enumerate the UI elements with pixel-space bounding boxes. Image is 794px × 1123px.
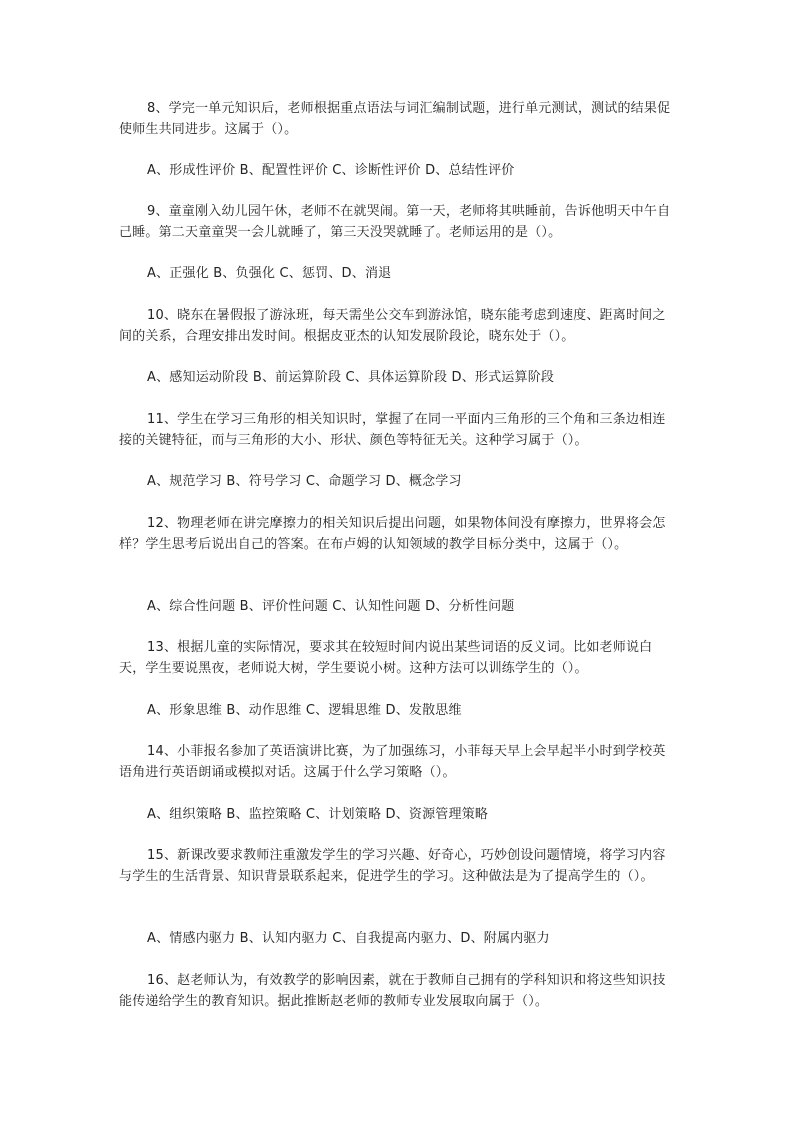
question-9-options: A、正强化 B、负强化 C、惩罚、D、消退 [147, 266, 392, 281]
question-8-stem: 8、学完一单元知识后，老师根据重点语法与词汇编制试题，进行单元测试，测试的结果促使师生共同进步。这属于（）。 [119, 101, 671, 137]
question-14-options: A、组织策略 B、监控策略 C、计划策略 D、资源管理策略 [147, 807, 489, 822]
question-12-stem: 12、物理老师在讲完摩擦力的相关知识后提出问题，如果物体间没有摩擦力，世界将会怎样？学生思考后说出自己的答案。在布卢姆的认知领域的教学目标分类中，这属于（）。 [119, 516, 666, 552]
question-12-options: A、综合性问题 B、评价性问题 C、认知性问题 D、分析性问题 [147, 599, 515, 614]
question-9-stem: 9、童童刚入幼儿园午休，老师不在就哭闹。第一天，老师将其哄睡前，告诉他明天中午自己睡。第二天童童哭一会儿就睡了，第三天没哭就睡了。老师运用的是（）。 [119, 204, 671, 240]
question-15-stem: 15、新课改要求教师注重激发学生的学习兴趣、好奇心，巧妙创设问题情境，将学习内容与学生的生活背景、知识背景联系起来，促进学生的学习。这种做法是为了提高学生的（）。 [119, 848, 666, 884]
question-13-options: A、形象思维 B、动作思维 C、逻辑思维 D、发散思维 [147, 703, 462, 718]
question-13-stem: 13、根据儿童的实际情况，要求其在较短时间内说出某些词语的反义词。比如老师说白天，学生要说黑夜，老师说大树，学生要说小树。这种方法可以训练学生的（）。 [119, 640, 653, 676]
question-14-stem: 14、小菲报名参加了英语演讲比赛，为了加强练习，小菲每天早上会早起半小时到学校英语角进行英语朗诵或模拟对话。这属于什么学习策略（）。 [119, 744, 666, 780]
question-8-options: A、形成性评价 B、配置性评价 C、诊断性评价 D、总结性评价 [147, 163, 515, 178]
question-10-stem: 10、晓东在暑假报了游泳班，每天需坐公交车到游泳馆，晓东能考虑到速度、距离时间之间的关系，合理安排出发时间。根据皮亚杰的认知发展阶段论，晓东处于（）。 [119, 308, 666, 344]
question-10-options: A、感知运动阶段 B、前运算阶段 C、具体运算阶段 D、形式运算阶段 [147, 370, 555, 385]
question-11-stem: 11、学生在学习三角形的相关知识时，掌握了在同一平面内三角形的三个角和三条边相连接的关键特征，而与三角形的大小、形状、颜色等特征无关。这种学习属于（）。 [119, 412, 666, 448]
question-16-stem: 16、赵老师认为，有效教学的影响因素，就在于教师自己拥有的学科知识和将这些知识技能传递给学生的教育知识。据此推断赵老师的教师专业发展取向属于（）。 [119, 973, 666, 1009]
question-15-options: A、情感内驱力 B、认知内驱力 C、自我提高内驱力、D、附属内驱力 [147, 931, 550, 946]
question-11-options: A、规范学习 B、符号学习 C、命题学习 D、概念学习 [147, 474, 462, 489]
